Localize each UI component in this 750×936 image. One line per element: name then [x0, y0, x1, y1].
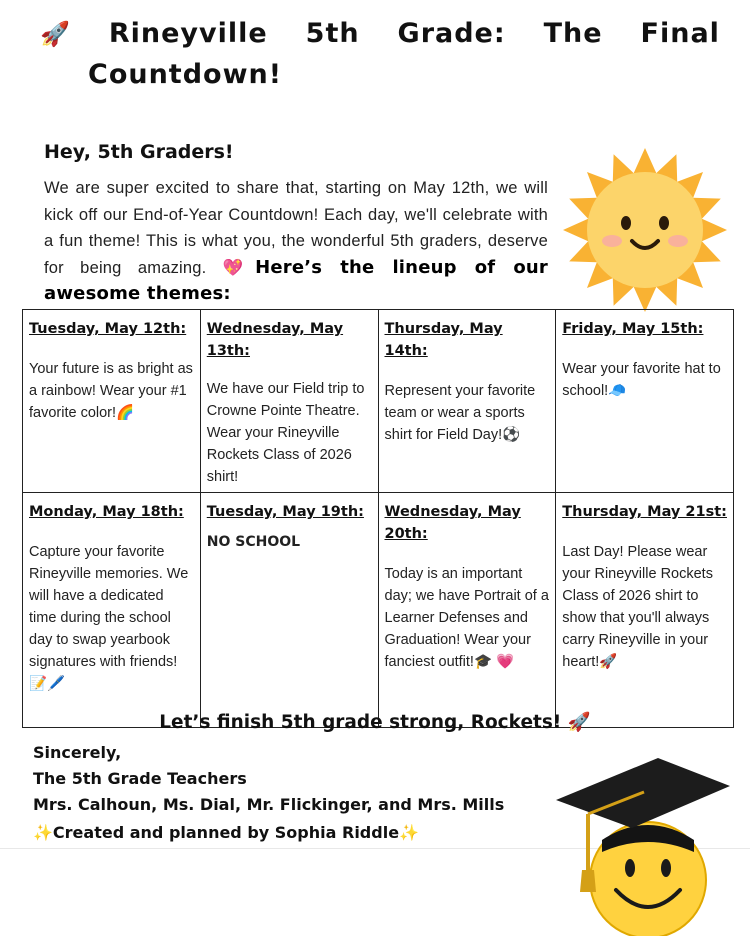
heart-icon: 💖 — [222, 258, 256, 277]
tassel-fringe — [580, 870, 596, 892]
closing-line: Let’s finish 5th grade strong, Rockets! 🚀 — [159, 712, 591, 733]
intro-paragraph — [44, 175, 548, 308]
sun-eye-right — [659, 216, 669, 230]
signature-names: Mrs. Calhoun, Ms. Dial, Mr. Flickinger, and Mrs. Mills — [33, 795, 505, 814]
sun-eye-left — [621, 216, 631, 230]
day-heading: Monday, May 18th: — [29, 504, 184, 520]
schedule-cell — [200, 310, 378, 493]
lineup-heading: Here’s the lineup of our awesome themes: — [44, 256, 548, 304]
theme-description: Your future is as bright as a rainbow! Wear your #1 favorite color!🌈 — [29, 361, 193, 421]
smiley-eye-left — [625, 859, 635, 877]
themes-schedule-table — [22, 309, 734, 728]
title-word: Rineyville — [108, 18, 268, 49]
smiley-eye-right — [661, 859, 671, 877]
schedule-cell — [378, 493, 556, 728]
schedule-cell — [556, 310, 734, 493]
intro-text: We are super excited to share that, starting on May 12th, we will kick off our End-of-Year Countdown! Each day, we'll celebrate with a fun theme! This is what you, the wonderful 5th graders, deserve for being amazing. — [44, 179, 548, 277]
greeting-heading: Hey, 5th Graders! — [44, 141, 234, 163]
smiley-graduation-cap-icon — [548, 752, 738, 936]
credit-text: Created and planned by Sophia Riddle — [52, 823, 400, 842]
schedule-cell — [378, 310, 556, 493]
day-heading: Tuesday, May 19th: — [206, 504, 364, 520]
rocket-icon: 🚀 — [40, 19, 71, 48]
flyer-title — [40, 18, 720, 90]
smiling-sun-icon — [560, 145, 730, 315]
signature-salutation: Sincerely, — [33, 743, 122, 762]
signature-team: The 5th Grade Teachers — [33, 769, 247, 788]
signature-block — [33, 740, 504, 846]
sun-cheek-left — [602, 235, 622, 247]
schedule-row-week-2 — [23, 493, 734, 728]
title-word: 5th — [305, 18, 360, 49]
theme-description: We have our Field trip to Crowne Pointe Theatre. Wear your Rineyville Rockets Class of 2026 shirt! — [206, 381, 365, 485]
title-line-1 — [40, 18, 720, 49]
title-line-2: Countdown! — [88, 59, 283, 90]
sparkle-icon: ✨ — [399, 823, 419, 842]
theme-description: Capture your favorite Rineyville memories. We will have a dedicated time during the school day to swap yearbook signatures with friends! 📝🖊️ — [29, 544, 189, 692]
schedule-row-week-1 — [23, 310, 734, 493]
day-heading: Wednesday, May 20th: — [384, 504, 521, 542]
no-school-label: NO SCHOOL — [206, 534, 301, 550]
sun-face — [587, 172, 703, 288]
schedule-cell — [200, 493, 378, 728]
sparkle-icon: ✨ — [33, 823, 53, 842]
theme-description: Wear your favorite hat to school!🧢 — [562, 361, 721, 399]
theme-description: Last Day! Please wear your Rineyville Rockets Class of 2026 shirt to show that you'll always carry Rineyville in your heart!🚀 — [562, 544, 713, 670]
theme-description: Represent your favorite team or wear a sports shirt for Field Day!⚽ — [384, 383, 536, 443]
title-word: The — [543, 18, 603, 49]
day-heading: Thursday, May 14th: — [384, 321, 503, 359]
schedule-cell — [23, 310, 201, 493]
title-word: Grade: — [397, 18, 506, 49]
schedule-cell — [23, 493, 201, 728]
day-heading: Tuesday, May 12th: — [29, 321, 187, 337]
credit-line — [33, 820, 504, 846]
theme-description: Today is an important day; we have Portrait of a Learner Defenses and Graduation! Wear your fanciest outfit!🎓 💗 — [384, 566, 549, 670]
schedule-cell — [556, 493, 734, 728]
day-heading: Friday, May 15th: — [562, 321, 704, 337]
day-heading: Wednesday, May 13th: — [206, 321, 344, 359]
title-word: Final — [640, 18, 720, 49]
day-heading: Thursday, May 21st: — [562, 504, 727, 520]
sun-cheek-right — [668, 235, 688, 247]
